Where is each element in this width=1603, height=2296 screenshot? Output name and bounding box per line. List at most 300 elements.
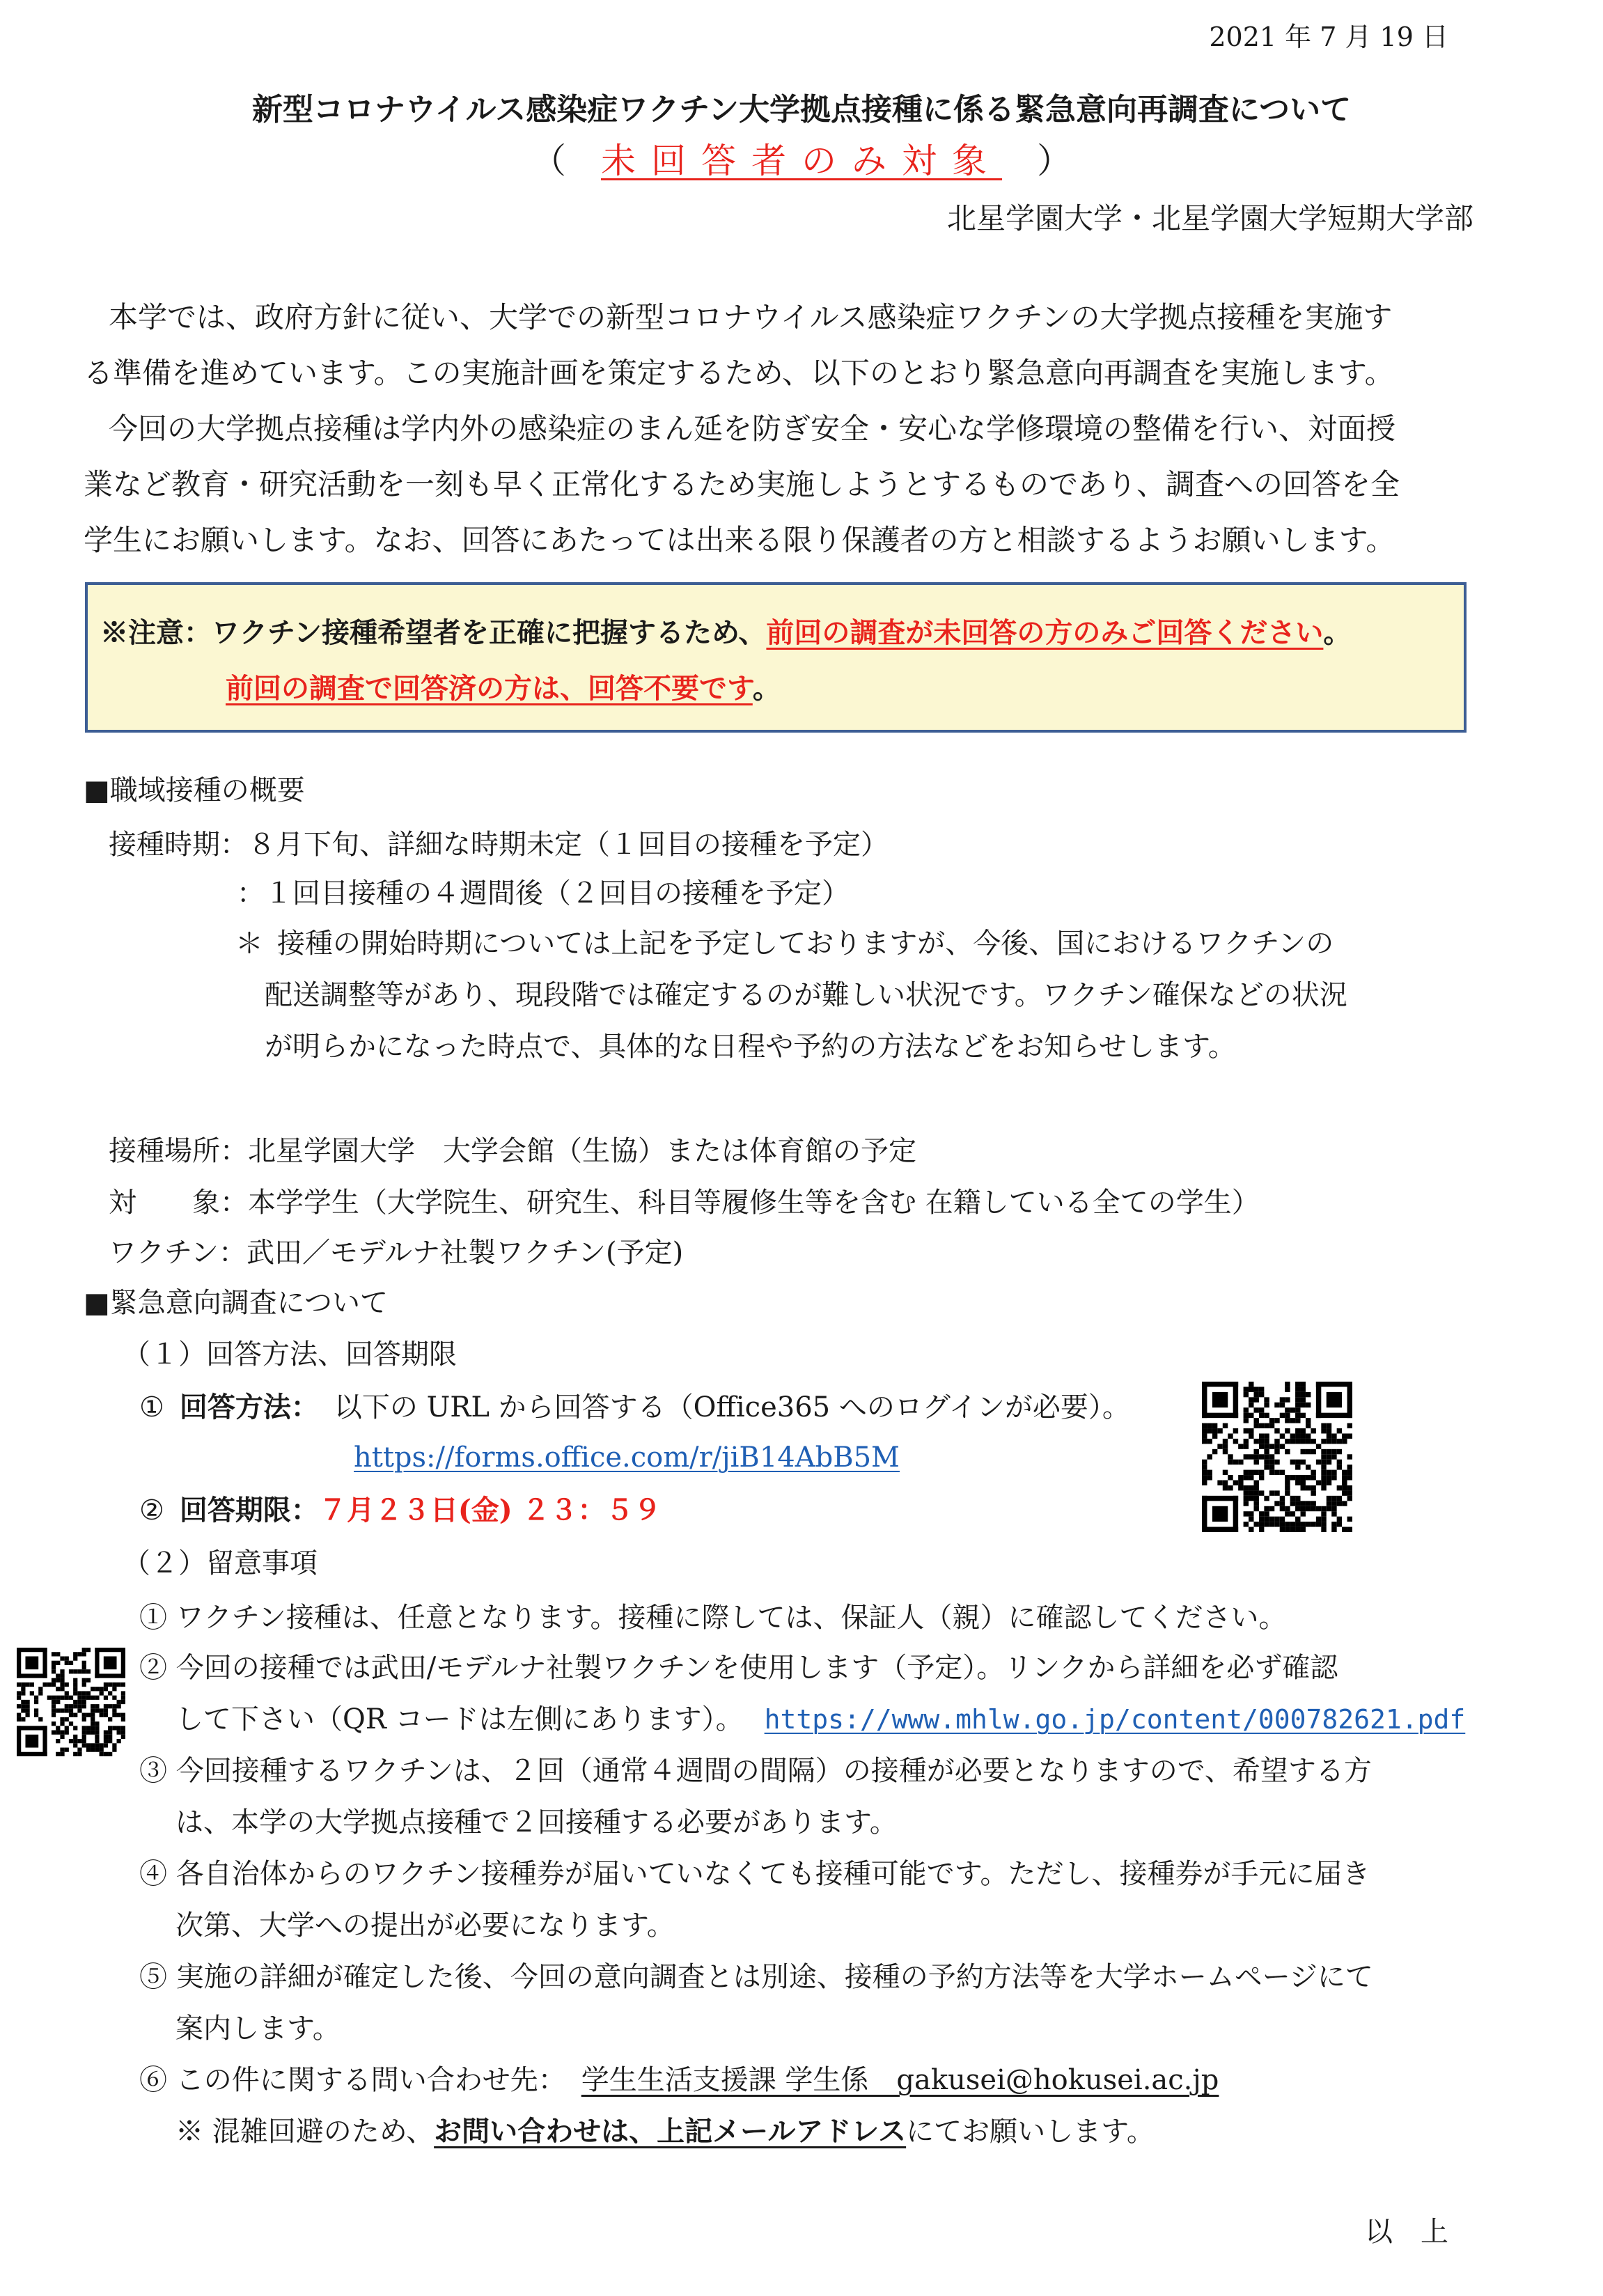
qr-module — [65, 1682, 69, 1687]
note-item-7-emphasis: お問い合わせは、上記メールアドレス — [434, 2115, 907, 2148]
qr-module — [1331, 1501, 1336, 1506]
qr-module — [112, 1743, 116, 1747]
qr-module — [1264, 1439, 1269, 1444]
qr-module — [1264, 1444, 1269, 1448]
qr-module — [1337, 1517, 1342, 1522]
qr-module — [82, 1691, 86, 1695]
method-text: 以下の URL から回答する（Office365 へのログインが必要）。 — [334, 1391, 1130, 1423]
qr-module — [34, 1696, 38, 1700]
qr-module — [1212, 1392, 1228, 1407]
qr-module — [1217, 1444, 1222, 1448]
place-row — [109, 1134, 916, 1169]
qr-module — [1321, 1454, 1326, 1459]
qr-module — [1269, 1423, 1274, 1428]
qr-module — [1269, 1490, 1274, 1495]
qr-module — [17, 1726, 47, 1730]
survey-qr-code-graphic — [1202, 1382, 1352, 1532]
qr-module — [95, 1687, 99, 1691]
qr-module — [1347, 1465, 1352, 1469]
qr-module — [1285, 1485, 1290, 1490]
qr-module — [21, 1687, 25, 1691]
qr-module — [60, 1748, 64, 1752]
qr-module — [1337, 1428, 1342, 1433]
qr-module — [1223, 1423, 1228, 1428]
survey-form-link[interactable]: https://forms.office.com/r/jiB14AbB5M — [354, 1442, 900, 1474]
qr-module — [1202, 1433, 1207, 1438]
qr-module — [121, 1731, 125, 1735]
qr-module — [1249, 1413, 1253, 1418]
qr-module — [1295, 1460, 1300, 1465]
qr-module — [1337, 1460, 1342, 1465]
qr-module — [17, 1704, 21, 1708]
qr-module — [1301, 1522, 1306, 1526]
intro-line-5: 学生にお願いします。なお、回答にあたっては出来る限り保護者の方と相談するようお願いします。 — [84, 523, 1395, 557]
qr-module — [73, 1726, 77, 1730]
qr-module — [1253, 1397, 1258, 1402]
qr-module — [1259, 1392, 1264, 1397]
qr-module — [69, 1739, 73, 1743]
qr-module — [1207, 1423, 1212, 1428]
qr-module — [1347, 1423, 1352, 1428]
qr-module — [1316, 1382, 1352, 1387]
qr-module — [1280, 1522, 1285, 1526]
qr-module — [69, 1708, 73, 1712]
qr-module — [112, 1713, 116, 1717]
qr-module — [1238, 1475, 1243, 1480]
document-date: 2021 年 7 月 19 日 — [1209, 22, 1448, 52]
qr-module — [1311, 1475, 1315, 1480]
qr-module — [1259, 1470, 1264, 1475]
qr-module — [1342, 1501, 1347, 1506]
qr-module — [65, 1661, 69, 1665]
qr-module — [17, 1717, 21, 1721]
vaccine-label: ワクチン： — [109, 1237, 247, 1269]
qr-module — [1290, 1501, 1295, 1506]
qr-module — [91, 1731, 95, 1735]
qr-module — [104, 1696, 108, 1700]
qr-module — [86, 1648, 91, 1652]
qr-module — [82, 1735, 86, 1739]
qr-module — [112, 1696, 116, 1700]
method-row — [139, 1390, 1130, 1425]
qr-module — [1274, 1460, 1279, 1465]
qr-module — [65, 1708, 69, 1712]
qr-module — [1295, 1522, 1300, 1526]
qr-module — [112, 1704, 116, 1708]
qr-module — [121, 1691, 125, 1695]
qr-module — [1202, 1423, 1207, 1428]
qr-module — [56, 1739, 60, 1743]
qr-module — [1311, 1506, 1315, 1511]
qr-module — [1249, 1470, 1253, 1475]
qr-module — [1306, 1501, 1311, 1506]
qr-module — [1264, 1397, 1269, 1402]
qr-module — [1285, 1407, 1290, 1412]
qr-module — [100, 1748, 104, 1752]
qr-module — [56, 1726, 60, 1730]
qr-module — [65, 1726, 69, 1730]
qr-module — [95, 1696, 99, 1700]
qr-module — [1301, 1527, 1306, 1532]
qr-module — [95, 1648, 125, 1652]
qr-module — [1295, 1517, 1300, 1522]
period-row-1 — [109, 827, 889, 862]
qr-module — [1269, 1418, 1274, 1423]
qr-module — [56, 1678, 60, 1682]
qr-module — [112, 1748, 116, 1752]
qr-module — [1244, 1407, 1249, 1412]
qr-module — [1274, 1444, 1279, 1448]
qr-module — [1290, 1496, 1295, 1501]
qr-module — [1331, 1433, 1336, 1438]
qr-module — [1280, 1413, 1285, 1418]
qr-module — [1295, 1475, 1300, 1480]
qr-module — [1244, 1511, 1249, 1516]
place-label: 接種場所： — [109, 1135, 248, 1167]
qr-module — [1249, 1527, 1253, 1532]
qr-module — [1295, 1407, 1300, 1412]
qr-module — [1290, 1439, 1295, 1444]
qr-module — [17, 1648, 21, 1678]
deadline-num: ② — [139, 1494, 164, 1526]
qr-module — [1290, 1511, 1295, 1516]
qr-module — [1253, 1496, 1258, 1501]
qr-module — [1285, 1387, 1290, 1391]
qr-module — [1321, 1522, 1326, 1526]
qr-module — [1223, 1481, 1228, 1485]
notice-line2-emphasis: 前回の調査で回答済の方は、回答不要です — [226, 672, 753, 705]
qr-module — [91, 1708, 95, 1712]
qr-module — [1202, 1481, 1207, 1485]
qr-module — [121, 1682, 125, 1687]
qr-module — [73, 1652, 77, 1656]
deadline-label: 回答期限： — [179, 1494, 319, 1526]
qr-module — [60, 1673, 64, 1678]
qr-module — [1259, 1454, 1264, 1459]
qr-module — [77, 1748, 81, 1752]
qr-module — [104, 1713, 108, 1717]
qr-module — [65, 1731, 69, 1735]
qr-module — [1347, 1470, 1352, 1475]
notice-line-1 — [100, 616, 1351, 650]
qr-module — [82, 1726, 86, 1730]
qr-module — [1253, 1418, 1258, 1423]
qr-module — [1316, 1460, 1321, 1465]
qr-module — [104, 1731, 108, 1735]
qr-module — [73, 1735, 77, 1739]
qr-module — [1238, 1444, 1243, 1448]
qr-module — [104, 1682, 108, 1687]
qr-module — [1259, 1413, 1264, 1418]
qr-module — [73, 1669, 77, 1673]
note-item-5a: ⑤ 実施の詳細が確定した後、今回の意向調査とは別途、接種の予約方法等を大学ホームページにて — [139, 1961, 1373, 1993]
qr-module — [1301, 1460, 1306, 1465]
qr-module — [1212, 1449, 1217, 1454]
qr-module — [82, 1739, 86, 1743]
qr-module — [60, 1669, 64, 1673]
note-line-3: が明らかになった時点で、具体的な日程や予約の方法などをお知らせします。 — [265, 1031, 1236, 1063]
qr-module — [1347, 1433, 1352, 1438]
closing-mark: 以 上 — [1365, 2216, 1448, 2248]
qr-module — [56, 1708, 60, 1712]
qr-module — [52, 1652, 56, 1656]
qr-module — [1244, 1470, 1249, 1475]
qr-module — [17, 1713, 21, 1717]
qr-module — [104, 1735, 108, 1739]
qr-module — [1244, 1454, 1249, 1459]
qr-module — [1233, 1382, 1238, 1418]
intro-line-3: 今回の大学拠点接種は学内外の感染症のまん延を防ぎ安全・安心な学修環境の整備を行い、対面授 — [109, 412, 1396, 446]
qr-module — [25, 1708, 29, 1712]
qr-module — [69, 1669, 73, 1673]
subtitle-close: ） — [1037, 141, 1072, 181]
qr-module — [25, 1713, 29, 1717]
qr-module — [1321, 1506, 1326, 1511]
qr-module — [34, 1713, 38, 1717]
qr-module — [77, 1652, 81, 1656]
qr-module — [52, 1665, 56, 1669]
qr-module — [1295, 1433, 1300, 1438]
qr-module — [60, 1721, 64, 1726]
qr-module — [1253, 1470, 1258, 1475]
qr-module — [1347, 1382, 1352, 1418]
qr-module — [42, 1726, 47, 1756]
qr-module — [21, 1700, 25, 1704]
organization-name: 北星学園大学・北星学園大学短期大学部 — [946, 201, 1473, 235]
qr-module — [1327, 1449, 1331, 1454]
qr-module — [1342, 1490, 1347, 1495]
qr-module — [1295, 1392, 1300, 1397]
qr-module — [1327, 1439, 1331, 1444]
qr-module — [1327, 1428, 1331, 1433]
qr-module — [65, 1696, 69, 1700]
qr-module — [121, 1717, 125, 1721]
qr-module — [1327, 1470, 1331, 1475]
contact-info[interactable]: 学生生活支援課 学生係 gakusei@hokusei.ac.jp — [581, 2064, 1219, 2096]
qr-module — [95, 1673, 125, 1678]
intro-line-4: 業など教育・研究活動を一刻も早く正常化するため実施しようとするものであり、調査への回答を全 — [84, 467, 1400, 501]
qr-module — [100, 1743, 104, 1747]
qr-module — [1244, 1475, 1249, 1480]
qr-module — [1342, 1475, 1347, 1480]
qr-module — [121, 1696, 125, 1700]
qr-module — [17, 1691, 21, 1695]
notice-line1-emphasis: 前回の調査が未回答の方のみご回答ください — [766, 616, 1324, 649]
intro-line-1: 本学では、政府方針に従い、大学での新型コロナウイルス感染症ワクチンの大学拠点接種を実施す — [109, 300, 1393, 334]
qr-module — [1301, 1501, 1306, 1506]
qr-module — [69, 1704, 73, 1708]
intro-line-2: る準備を進めています。この実施計画を策定するため、以下のとおり緊急意向再調査を実施します。 — [84, 356, 1394, 390]
notice-line-2 — [226, 671, 781, 706]
qr-module — [1306, 1423, 1311, 1428]
qr-module — [1311, 1428, 1315, 1433]
qr-module — [1207, 1470, 1212, 1475]
qr-module — [1244, 1418, 1249, 1423]
qr-module — [73, 1687, 77, 1691]
note-line-2: 配送調整等があり、現段階では確定するのが難しい状況です。ワクチン確保などの状況 — [265, 979, 1347, 1011]
qr-module — [1290, 1460, 1295, 1465]
qr-module — [1347, 1517, 1352, 1522]
qr-module — [77, 1708, 81, 1712]
qr-module — [56, 1687, 60, 1691]
qr-module — [1253, 1439, 1258, 1444]
qr-module — [1306, 1403, 1311, 1407]
qr-module — [1285, 1490, 1290, 1495]
qr-module — [38, 1717, 42, 1721]
qr-module — [1269, 1517, 1274, 1522]
qr-module — [1280, 1403, 1285, 1407]
qr-module — [1264, 1496, 1269, 1501]
target-row — [109, 1185, 1260, 1220]
qr-module — [1259, 1407, 1264, 1412]
qr-module — [1290, 1418, 1295, 1423]
qr-module — [1285, 1413, 1290, 1418]
qr-module — [82, 1665, 86, 1669]
vaccine-row — [109, 1235, 683, 1270]
qr-module — [95, 1721, 99, 1726]
qr-module — [100, 1708, 104, 1712]
qr-module — [91, 1717, 95, 1721]
qr-module — [1274, 1522, 1279, 1526]
qr-module — [1253, 1506, 1258, 1511]
qr-module — [65, 1691, 69, 1695]
qr-module — [91, 1704, 95, 1708]
qr-module — [1202, 1382, 1207, 1418]
qr-module — [60, 1656, 64, 1660]
qr-module — [1212, 1433, 1217, 1438]
qr-module — [1259, 1522, 1264, 1526]
qr-module — [1274, 1501, 1279, 1506]
qr-module — [25, 1656, 38, 1669]
target-value: 本学学生（大学院生、研究生、科目等履修生等を含む 在籍している全ての学生） — [248, 1187, 1260, 1219]
qr-module — [73, 1743, 77, 1747]
overview-heading: ■職域接種の概要 — [84, 774, 305, 806]
qr-module — [34, 1708, 38, 1712]
qr-module — [82, 1704, 86, 1708]
qr-module — [1301, 1475, 1306, 1480]
qr-module — [1285, 1439, 1290, 1444]
qr-module — [77, 1752, 81, 1756]
qr-module — [1264, 1517, 1269, 1522]
qr-module — [1269, 1470, 1274, 1475]
qr-module — [65, 1748, 69, 1752]
qr-module — [34, 1700, 38, 1704]
qr-module — [1264, 1449, 1269, 1454]
qr-module — [60, 1682, 64, 1687]
qr-module — [1223, 1444, 1228, 1448]
qr-module — [17, 1726, 21, 1756]
qr-module — [1285, 1522, 1290, 1526]
qr-module — [17, 1682, 21, 1687]
qr-module — [86, 1713, 91, 1717]
qr-module — [1280, 1517, 1285, 1522]
qr-module — [1311, 1501, 1315, 1506]
qr-module — [69, 1661, 73, 1665]
qr-module — [30, 1691, 34, 1695]
qr-module — [1321, 1439, 1326, 1444]
target-label: 対 象： — [109, 1187, 248, 1219]
note-item-7-end: にてお願いします。 — [906, 2116, 1155, 2148]
qr-module — [1244, 1501, 1249, 1506]
qr-module — [1212, 1423, 1217, 1428]
qr-module — [1301, 1511, 1306, 1516]
qr-module — [1331, 1454, 1336, 1459]
qr-module — [1269, 1465, 1274, 1469]
qr-module — [1259, 1511, 1264, 1516]
qr-module — [1331, 1522, 1336, 1526]
qr-module — [1321, 1481, 1326, 1485]
qr-module — [1285, 1475, 1290, 1480]
qr-module — [1269, 1444, 1274, 1448]
qr-module — [91, 1743, 95, 1747]
qr-module — [104, 1687, 108, 1691]
qr-module — [25, 1682, 29, 1687]
qr-module — [47, 1682, 52, 1687]
qr-module — [95, 1704, 99, 1708]
qr-module — [69, 1696, 73, 1700]
qr-module — [1321, 1465, 1326, 1469]
qr-module — [1253, 1387, 1258, 1391]
qr-module — [121, 1735, 125, 1739]
qr-module — [21, 1704, 25, 1708]
qr-module — [1264, 1454, 1269, 1459]
qr-module — [1264, 1403, 1269, 1407]
qr-module — [1244, 1522, 1249, 1526]
qr-module — [95, 1739, 99, 1743]
qr-module — [1249, 1382, 1253, 1387]
qr-module — [1295, 1496, 1300, 1501]
qr-module — [1301, 1485, 1306, 1490]
qr-module — [73, 1704, 77, 1708]
qr-module — [1301, 1403, 1306, 1407]
period-label: 接種時期： — [109, 829, 248, 861]
qr-module — [1253, 1490, 1258, 1495]
note-item-1: ① ワクチン接種は、任意となります。接種に際しては、保証人（親）に確認してください。 — [139, 1602, 1287, 1634]
qr-module — [1202, 1465, 1207, 1469]
qr-module — [1202, 1496, 1238, 1501]
qr-module — [82, 1731, 86, 1735]
qr-module — [52, 1704, 56, 1708]
mhlw-qr-code-graphic — [17, 1648, 125, 1756]
qr-module — [42, 1682, 47, 1687]
qr-module — [56, 1700, 60, 1704]
qr-module — [56, 1673, 60, 1678]
notice-box — [85, 582, 1467, 733]
qr-module — [1259, 1387, 1264, 1391]
qr-module — [60, 1708, 64, 1712]
qr-module — [1253, 1460, 1258, 1465]
qr-module — [1347, 1485, 1352, 1490]
mhlw-link[interactable]: https://www.mhlw.go.jp/content/000782621.pdf — [764, 1704, 1466, 1735]
note-item-2b — [175, 1702, 1465, 1737]
qr-module — [1295, 1403, 1300, 1407]
qr-module — [108, 1704, 112, 1708]
qr-module — [1207, 1475, 1212, 1480]
qr-module — [60, 1696, 64, 1700]
qr-module — [1331, 1496, 1336, 1501]
qr-module — [1212, 1506, 1228, 1522]
qr-module — [1285, 1428, 1290, 1433]
qr-module — [1306, 1506, 1311, 1511]
qr-module — [1306, 1485, 1311, 1490]
qr-module — [56, 1652, 60, 1656]
qr-module — [1285, 1397, 1290, 1402]
qr-module — [60, 1717, 64, 1721]
qr-module — [1228, 1433, 1233, 1438]
qr-module — [1264, 1423, 1269, 1428]
qr-module — [1223, 1449, 1228, 1454]
qr-module — [1331, 1439, 1336, 1444]
